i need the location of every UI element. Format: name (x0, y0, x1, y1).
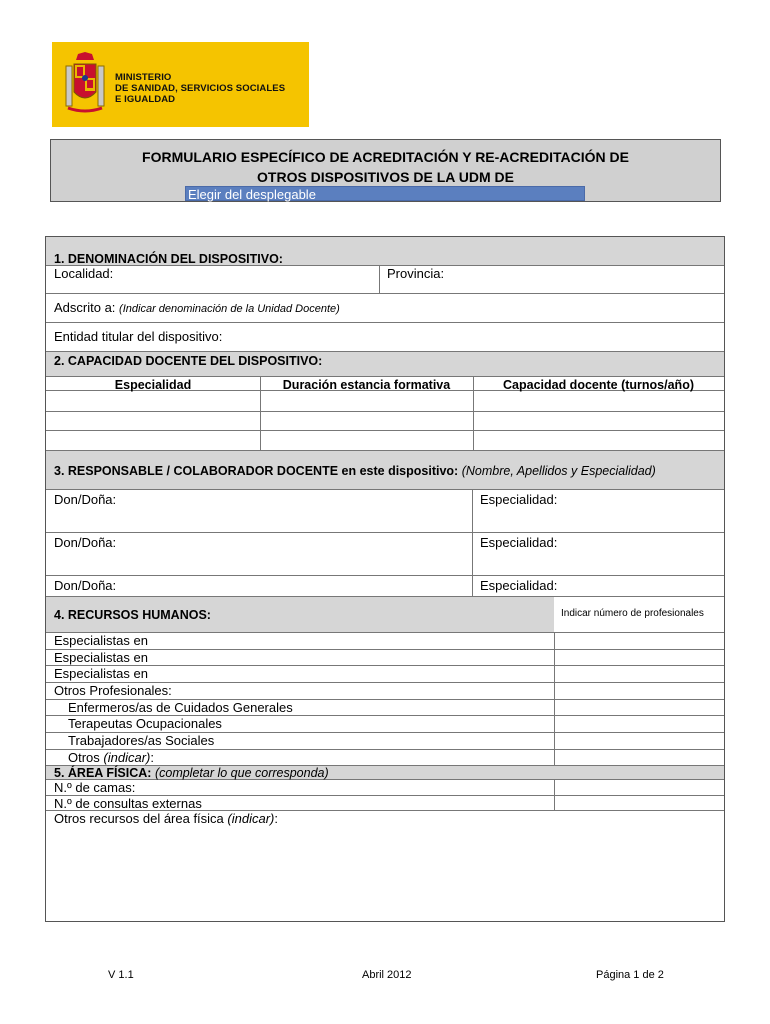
adscrito-field[interactable]: Adscrito a: (Indicar denominación de la Unidad Docente) (54, 300, 340, 315)
list-item[interactable]: Trabajadores/as Sociales (46, 733, 724, 750)
don-field[interactable]: Don/Doña: (54, 535, 117, 550)
list-item[interactable]: Otros (indicar): (46, 750, 724, 766)
entidad-field[interactable]: Entidad titular del dispositivo: (54, 329, 223, 344)
form-title-box (50, 139, 721, 202)
section4-header: 4. RECURSOS HUMANOS: Indicar número de profesionales (46, 597, 724, 633)
table-row[interactable] (46, 412, 724, 431)
form-title-line2: OTROS DISPOSITIVOS DE LA UDM DE (257, 169, 514, 185)
list-item[interactable]: Enfermeros/as de Cuidados Generales (46, 700, 724, 716)
ministry-logo (52, 42, 309, 127)
adscrito-row (46, 294, 724, 323)
col-capacidad: Capacidad docente (turnos/año) (503, 378, 694, 392)
especialidad-field[interactable]: Especialidad: (480, 535, 558, 550)
table-row[interactable] (46, 391, 724, 412)
responsable-row (46, 533, 724, 576)
section2-header: 2. CAPACIDAD DOCENTE DEL DISPOSITIVO: (46, 352, 724, 377)
section3-header: 3. RESPONSABLE / COLABORADOR DOCENTE en este dispositivo: (Nombre, Apellidos y Especialidad) (46, 451, 724, 490)
don-field[interactable]: Don/Doña: (54, 578, 117, 593)
responsable-row (46, 576, 724, 597)
localidad-field[interactable]: Localidad: (54, 266, 114, 281)
especialidad-field[interactable]: Especialidad: (480, 578, 558, 593)
col-duracion: Duración estancia formativa (282, 378, 451, 392)
footer-date: Abril 2012 (362, 969, 412, 981)
don-field[interactable]: Don/Doña: (54, 492, 117, 507)
localidad-row (46, 266, 724, 294)
section5-header: 5. ÁREA FÍSICA: (completar lo que corresponda) (46, 766, 724, 780)
coat-of-arms-icon (62, 52, 108, 118)
responsable-row (46, 490, 724, 533)
camas-row[interactable]: N.º de camas: (46, 780, 724, 796)
list-item[interactable]: Especialistas en (46, 633, 724, 650)
provincia-field[interactable]: Provincia: (387, 266, 445, 281)
list-item[interactable]: Especialistas en (46, 650, 724, 666)
list-item[interactable]: Especialistas en (46, 666, 724, 683)
form-table (45, 236, 725, 922)
footer-page: Página 1 de 2 (596, 969, 664, 981)
udm-dropdown[interactable]: Elegir del desplegable (185, 186, 585, 201)
especialidad-field[interactable]: Especialidad: (480, 492, 558, 507)
list-item[interactable]: Terapeutas Ocupacionales (46, 716, 724, 733)
col-especialidad: Especialidad (114, 378, 192, 392)
capacity-columns-header (46, 377, 724, 391)
consultas-row[interactable]: N.º de consultas externas (46, 796, 724, 811)
otros-recursos-area[interactable]: Otros recursos del área física (indicar): (54, 811, 279, 826)
entidad-row (46, 323, 724, 352)
table-row[interactable] (46, 431, 724, 451)
footer-version: V 1.1 (108, 969, 134, 981)
section1-header: 1. DENOMINACIÓN DEL DISPOSITIVO: (46, 237, 724, 266)
form-title-line1: FORMULARIO ESPECÍFICO DE ACREDITACIÓN Y RE-ACREDITACIÓN DE (142, 149, 629, 165)
ministry-name: MINISTERIO DE SANIDAD, SERVICIOS SOCIALES E IGUALDAD (115, 72, 286, 105)
list-item[interactable]: Otros Profesionales: (46, 683, 724, 700)
